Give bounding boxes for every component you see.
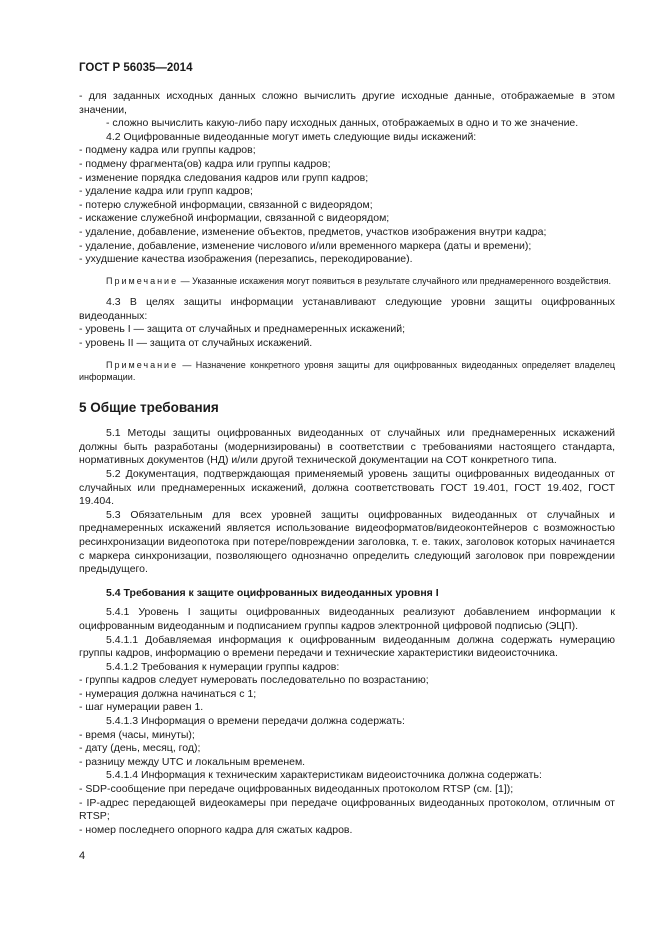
list-item: - SDP-сообщение при передаче оцифрованных видеоданных протоколом RTSP (см. [1]); bbox=[79, 783, 514, 796]
note-label: Примечание bbox=[106, 359, 179, 370]
document-body bbox=[79, 90, 615, 837]
list-item: - группы кадров следует нумеровать последовательно по возрастанию; bbox=[79, 674, 429, 687]
list-item: - номер последнего опорного кадра для сжатых кадров. bbox=[79, 823, 353, 836]
section-5-4-title: 5.4 Требования к защите оцифрованных видеоданных уровня I bbox=[106, 586, 439, 599]
paragraph: 4.3 В целях защиты информации устанавливают следующие уровни защиты оцифрованных видеоданных: bbox=[79, 296, 615, 322]
paragraph: 5.1 Методы защиты оцифрованных видеоданных от случайных или преднамеренных искажений должны быть разработаны (модернизированы) в соответствии с требованиями настоящего стандарта, нормативных документов (НД) и/или другой технической документации на СОТ конкретного типа. bbox=[79, 427, 615, 467]
page-number: 4 bbox=[79, 850, 86, 862]
note-1 bbox=[79, 275, 615, 288]
list-item: - потерю служебной информации, связанной с видеорядом; bbox=[79, 198, 373, 211]
note-text: — Указанные искажения могут появиться в результате случайного или преднамеренного воздействия. bbox=[178, 275, 612, 286]
list-item: - ухудшение качества изображения (перезапись, перекодирование). bbox=[79, 253, 413, 266]
list-item: - нумерация должна начинаться с 1; bbox=[79, 687, 257, 700]
paragraph: 5.4.1 Уровень I защиты оцифрованных видеоданных реализуют добавлением информации к оцифрованным видеоданным и подписанием группы кадров электронной цифровой подписью (ЭЦП). bbox=[79, 606, 615, 632]
list-item: - IP-адрес передающей видеокамеры при передаче оцифрованных видеоданных протоколом, отличным от RTSP; bbox=[79, 796, 615, 823]
list-item: - удаление, добавление, изменение числового и/или временного маркера (даты и времени); bbox=[79, 239, 532, 252]
list-item: - уровень II — защита от случайных искажений. bbox=[79, 337, 313, 349]
list-item: - время (часы, минуты); bbox=[79, 728, 195, 741]
paragraph: 5.4.1.1 Добавляемая информация к оцифрованным видеоданным должна содержать нумерацию группы кадров, информацию о времени передачи и технические характеристики видеоисточника. bbox=[79, 633, 615, 660]
list-item: - разницу между UTC и локальным временем. bbox=[79, 755, 306, 768]
paragraph: - для заданных исходных данных сложно вычислить другие исходные данные, отображаемые в этом значении, bbox=[79, 90, 615, 116]
note-text: — Назначение конкретного уровня защиты для оцифрованных видеоданных определяет владелец информации. bbox=[79, 359, 615, 383]
list-item: - удаление кадра или групп кадров; bbox=[79, 185, 253, 198]
note-2 bbox=[79, 359, 615, 384]
document-header: ГОСТ Р 56035—2014 bbox=[79, 62, 193, 74]
list-item: - дату (день, месяц, год); bbox=[79, 742, 201, 755]
list-item: - шаг нумерации равен 1. bbox=[79, 701, 204, 714]
note-label: Примечание bbox=[106, 275, 179, 286]
list-item: - удаление, добавление, изменение объектов, предметов, участков изображения внутри кадра; bbox=[79, 225, 547, 238]
paragraph: 5.2 Документация, подтверждающая применяемый уровень защиты оцифрованных видеоданных от случайных или преднамеренных искажений, должна соответствовать ГОСТ 19.401, ГОСТ 19.402, ГОСТ 19.404. bbox=[79, 467, 615, 508]
paragraph: 5.4.1.2 Требования к нумерации группы кадров: bbox=[106, 660, 340, 673]
list-item: - подмену фрагмента(ов) кадра или группы кадров; bbox=[79, 157, 331, 170]
list-item: - искажение служебной информации, связанной с видеорядом; bbox=[79, 212, 390, 225]
paragraph: - сложно вычислить какую-либо пару исходных данных, отображаемых в одно и то же значение. bbox=[106, 117, 579, 130]
list-item: - уровень I — защита от случайных и преднамеренных искажений; bbox=[79, 323, 406, 336]
list-item: - изменение порядка следования кадров или групп кадров; bbox=[79, 171, 369, 184]
list-item: - подмену кадра или группы кадров; bbox=[79, 144, 256, 157]
paragraph: 5.4.1.4 Информация к техническим характеристикам видеоисточника должна содержать: bbox=[106, 769, 542, 782]
paragraph: 5.4.1.3 Информация о времени передачи должна содержать: bbox=[106, 715, 405, 728]
section-5-title: 5 Общие требования bbox=[79, 399, 219, 415]
paragraph: 4.2 Оцифрованные видеоданные могут иметь следующие виды искажений: bbox=[106, 130, 477, 143]
paragraph: 5.3 Обязательным для всех уровней защиты оцифрованных видеоданных от случайных и преднамеренных искажений является использование видеоформатов/видеоконтейнеров с возможностью ресинхронизации видеопотока при потере/повреждении заголовка, т. е. таких, заголовок которых начинается с маркера синхронизации, позволяющего однозначно определить следующий заголовок при повреждении предыдущего. bbox=[79, 508, 615, 576]
